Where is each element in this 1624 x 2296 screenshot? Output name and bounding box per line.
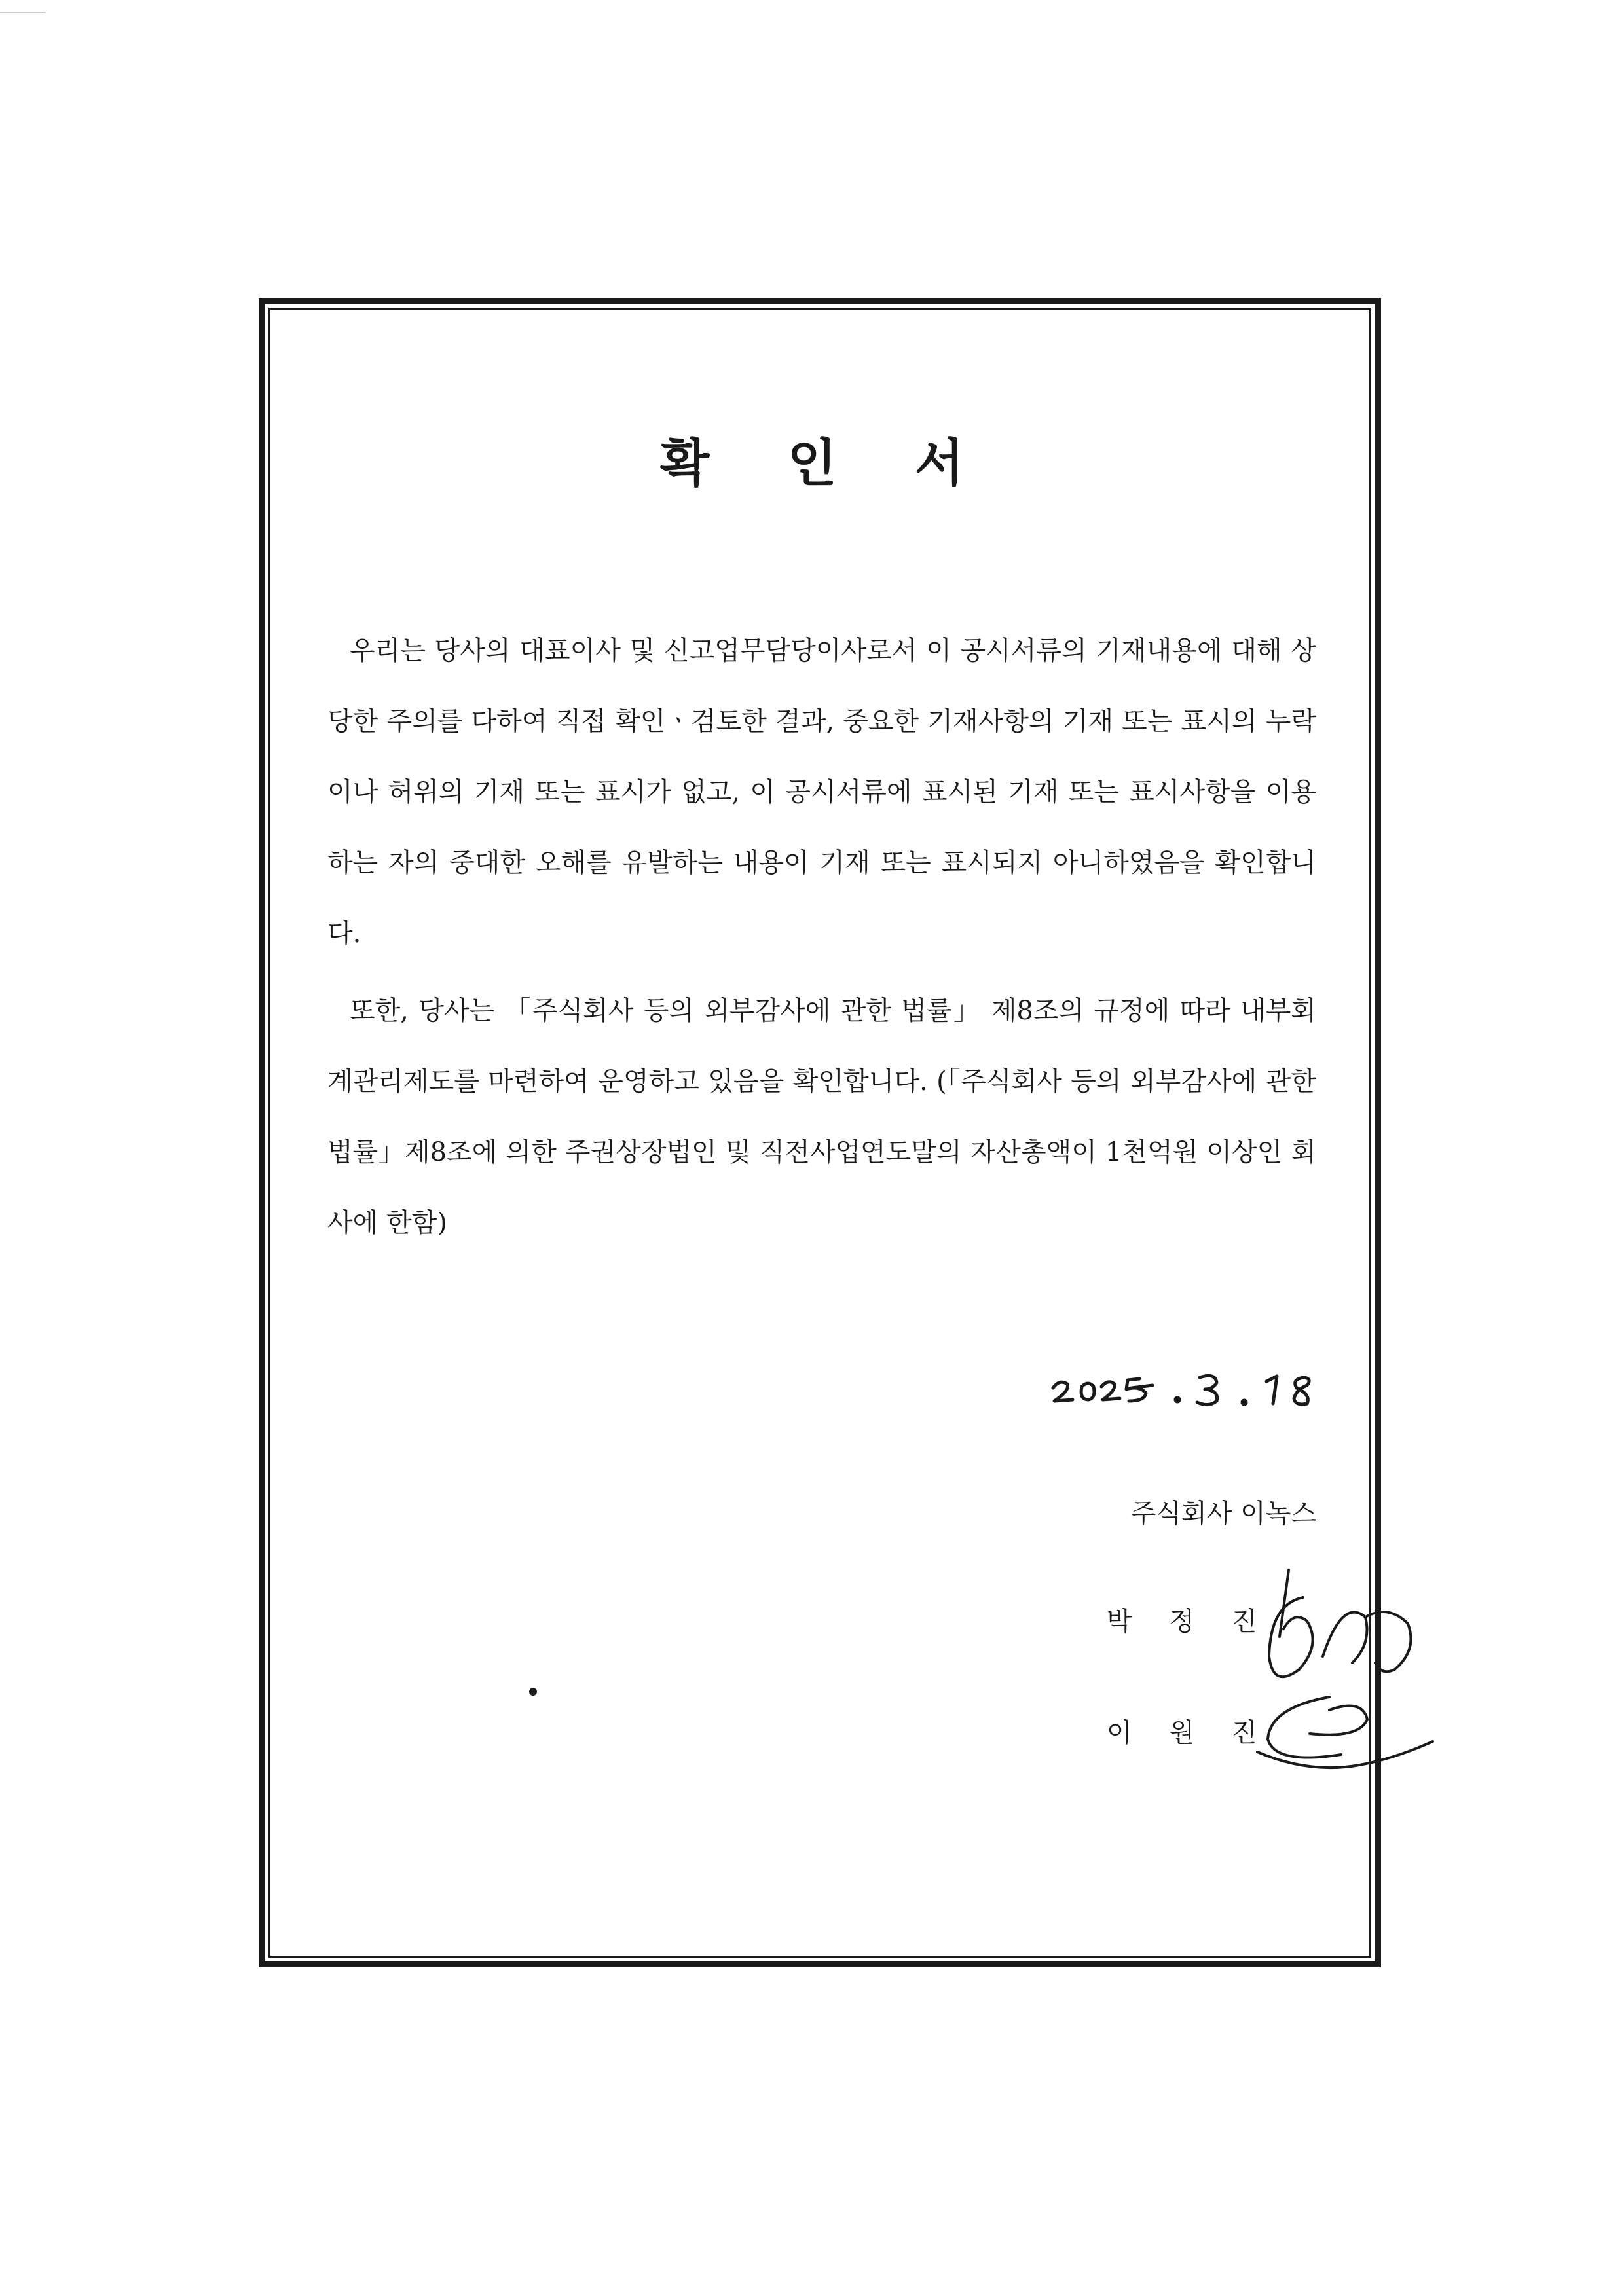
confirmation-paragraph-2: 또한, 당사는 「주식회사 등의 외부감사에 관한 법률」 제8조의 규정에 따라 내부회계관리제도를 마련하여 운영하고 있음을 확인합니다. (「주식회사 등의 외부감사에 관한 법률」제8조에 의한 주권상장법인 및 직전사업연도말의 자산총액이 1천억원 이상인 회사에 한함) [327, 996, 1316, 1238]
confirmation-paragraph-1: 우리는 당사의 대표이사 및 신고업무담당이사로서 이 공시서류의 기재내용에 대해 상당한 주의를 다하여 직접 확인ㆍ검토한 결과, 중요한 기재사항의 기재 또는 표시의 누락이나 허위의 기재 또는 표시가 없고, 이 공시서류에 표시된 기재 또는 표시사항을 이용하는 자의 중대한 오해를 유발하는 내용이 기재 또는 표시되지 아니하였음을 확인합니다. [327, 636, 1316, 949]
handwritten-signature [1231, 1558, 1441, 1807]
handwritten-date [1048, 1347, 1329, 1419]
document-title: 확 인 서 [659, 433, 995, 493]
signatory-name: 이 원 진 [1107, 1718, 1272, 1748]
signatory-name: 박 정 진 [1107, 1607, 1272, 1637]
ink-speck [529, 1688, 537, 1696]
company-name: 주식회사 이녹스 [1130, 1499, 1316, 1529]
scan-edge-mark [0, 12, 46, 13]
